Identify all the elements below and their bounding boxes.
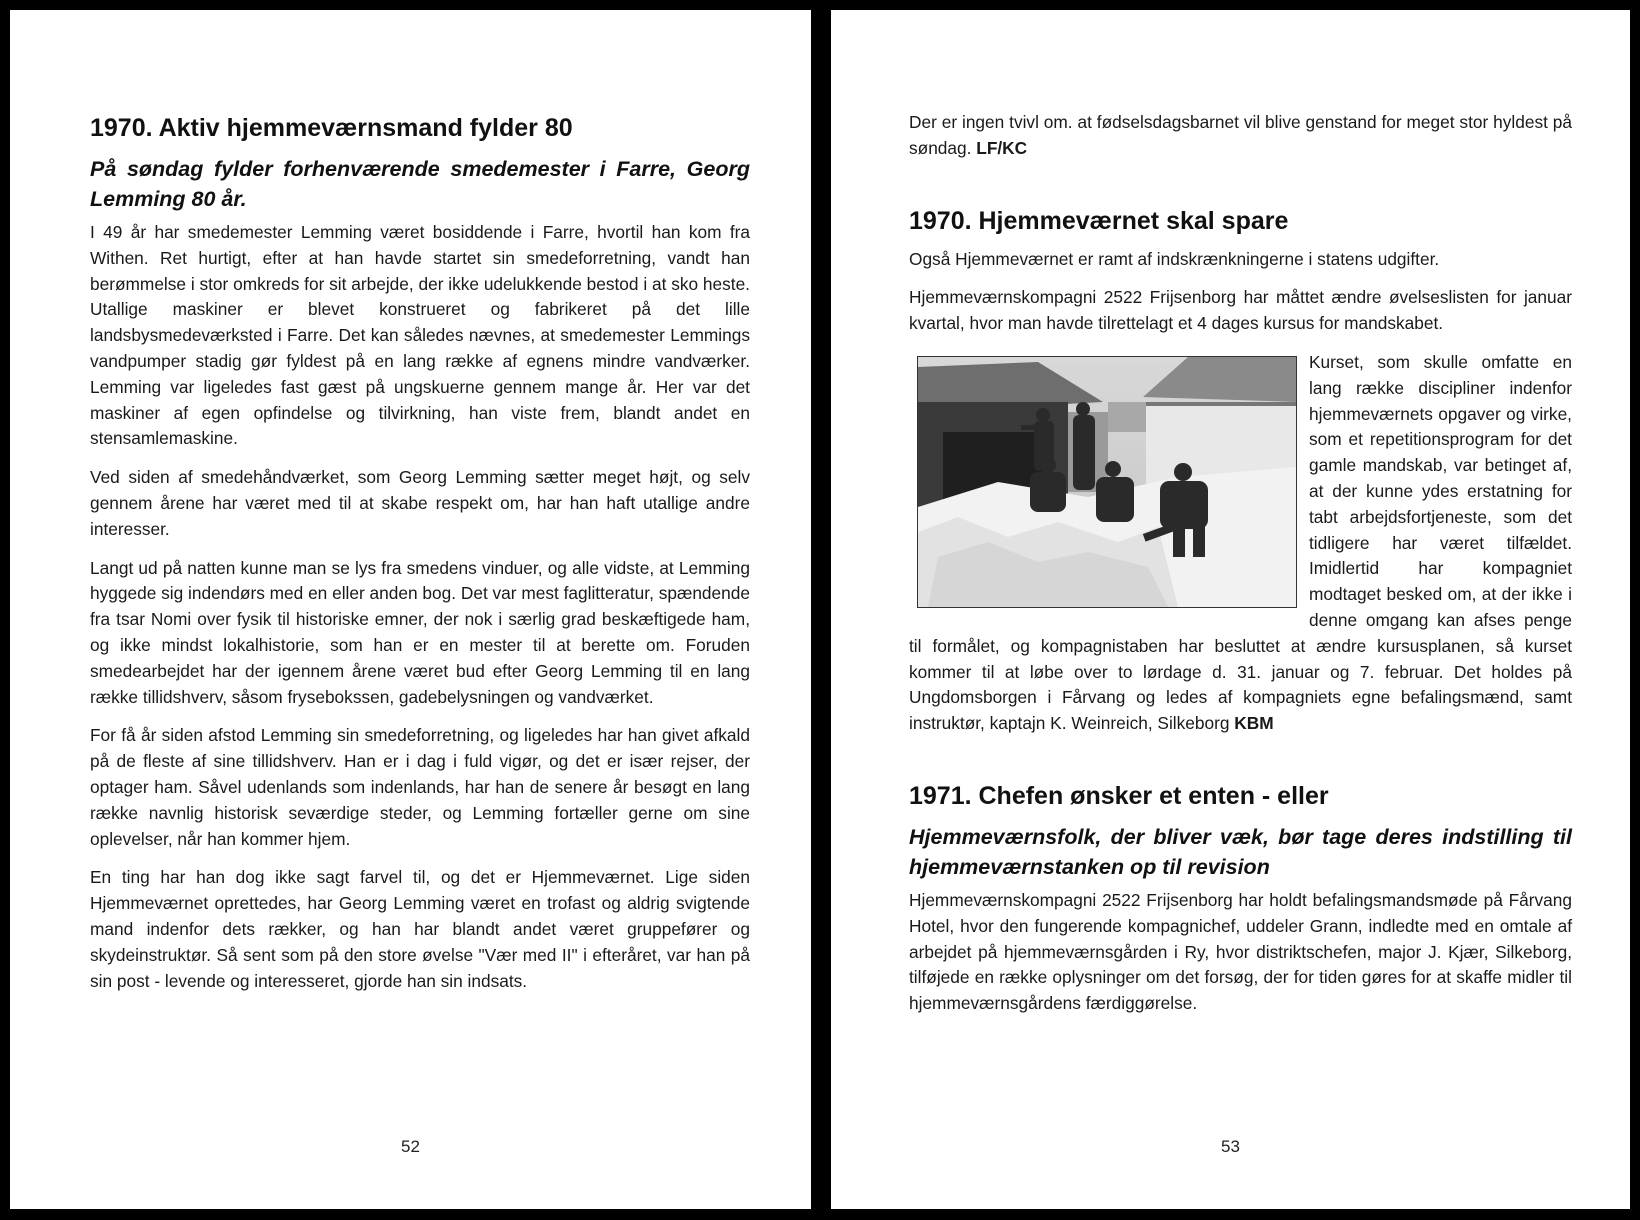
article-title: 1970. Hjemmeværnet skal spare — [909, 206, 1289, 235]
article-title: 1971. Chefen ønsker et enten - eller — [909, 781, 1329, 810]
article-title: 1970. Aktiv hjemmeværnsmand fylder 80 — [90, 114, 573, 142]
continuation-paragraph — [909, 110, 1572, 162]
page-right-content — [909, 110, 1572, 1030]
page-left-content — [90, 112, 750, 1007]
paragraph: Langt ud på natten kunne man se lys fra smedens vinduer, og alle vidste, at Lemming hyggede sig indendørs med en eller anden bog. Det var mest faglitteratur, spændende fra tsar Nomi over fysik til historiske emner, der nok i særlig grad beskæftigede ham, og ikke mindst lokalhistorie, som han er en mester til at berette om. Foruden smedearbejdet har der igennem årene været bud efter Georg Lemming til en lang række tillidshverv, såsom frysebokssen, gadebelysningen og vandværket. — [90, 557, 750, 707]
page-right — [831, 10, 1630, 1209]
continuation-text: Der er ingen tvivl om. at fødselsdagsbarnet vil blive genstand for meget stor hyldest på søndag. — [909, 112, 1572, 158]
page-number: 53 — [1221, 1137, 1240, 1156]
page-number: 52 — [401, 1137, 420, 1156]
paragraph: Ved siden af smedehåndværket, som Georg Lemming sætter meget højt, og selv gennem årene har været med til at skabe respekt om, har han haft utallige andre interesser. — [90, 467, 750, 539]
page-left — [10, 10, 811, 1209]
paragraph: En ting har han dog ikke sagt farvel til, og det er Hjemmeværnet. Lige siden Hjemmeværnet oprettedes, har Georg Lemming været en trofast og aldrig svigtende mand indenfor dets rækker, og han har blandt andet været gruppefører og skydeinstruktør. Så sent som på den store øvelse "Vær med II" i efteråret, var han på sin post - levende og interesseret, gjorde han sin indsats. — [90, 867, 750, 991]
photo-soldiers-in-snow — [917, 356, 1297, 608]
paragraph: Hjemmeværnskompagni 2522 Frijsenborg har måttet ændre øvelseslisten for januar kvartal, hvor man havde tilrettelagt et 4 dages kursus for mandskabet. — [909, 287, 1572, 334]
article-subtitle: Hjemmeværnsfolk, der bliver væk, bør tage deres indstilling til hjemmeværnstanken op til revision — [909, 824, 1572, 879]
article-subtitle: På søndag fylder forhenværende smedemester i Farre, Georg Lemming 80 år. — [90, 157, 750, 211]
photo-paragraph-text: Kurset, som skulle omfatte en lang række discipliner indenfor hjemmeværnets opgaver og virke, som et repetitionsprogram for det gamle mandskab, var betinget af, at der kunne ydes erstatning for tabt arbejdsfortjeneste, som det tidligere har været tilfældet. Imidlertid har kompagniet modtaget besked om, at der ikke i denne omgang kan afses penge til formålet, og kompagnistaben har besluttet at ændre kursusplanen, så kurset kommer til at løbe over to lørdage d. 31. januar og 7. februar. Det holdes på Ungdomsborgen i Fårvang og ledes af kompagniets egne befalingsmænd, samt instruktør, kaptajn K. Weinreich, Silkeborg — [909, 351, 1572, 734]
signature: KBM — [1234, 713, 1274, 734]
paragraph: I 49 år har smedemester Lemming været bosiddende i Farre, hvortil han kom fra Withen. Ret hurtigt, efter at han havde startet sin smedeforretning, vandt han berømmelse i stor omkreds for sit arbejde, der ikke udelukkende bestod i at sko heste. Utallige maskiner er blevet konstrueret og fabrikeret på det lille landsbysmedeværksted i Farre. Det kan således nævnes, at smedemester Lemmings vandpumper stadig gør fyldest på en lang række af egnens mindre vandværker. Lemming var ligeledes fast gæst på ungskuerne gennem mange år. Her var det maskiner af egen opfindelse og tilvirkning, han viste frem, blandt andet en stensamlemaskine. — [90, 222, 750, 449]
signature: LF/KC — [976, 137, 1028, 158]
paragraph: Også Hjemmeværnet er ramt af indskrænkningerne i statens udgifter. — [909, 248, 1440, 269]
paragraph: For få år siden afstod Lemming sin smedeforretning, og ligeledes har han givet afkald på de fleste af sine tillidshverv. Han er i dag i fuld vigør, og det er især rejser, der optager ham. Såvel udenlands som indenlands, har han de senere år besøgt en lang række navnlig historisk seværdige steder, og Lemming fortæller gerne om sine oplevelser, når han kommer hjem. — [90, 725, 750, 849]
paragraph: Hjemmeværnskompagni 2522 Frijsenborg har holdt befalingsmandsmøde på Fårvang Hotel, hvor den fungerende kompagnichef, uddeler Grann, indledte med en omtale af arbejdet på hjemmeværnsgården i Ry, hvor distriktschefen, major J. Kjær, Silkeborg, tilføjede en række oplysninger om det forsøg, der for tiden gøres for at skaffe midler til hjemmeværnsgårdens færdiggørelse. — [909, 889, 1572, 1014]
photo-illustration — [918, 357, 1296, 607]
